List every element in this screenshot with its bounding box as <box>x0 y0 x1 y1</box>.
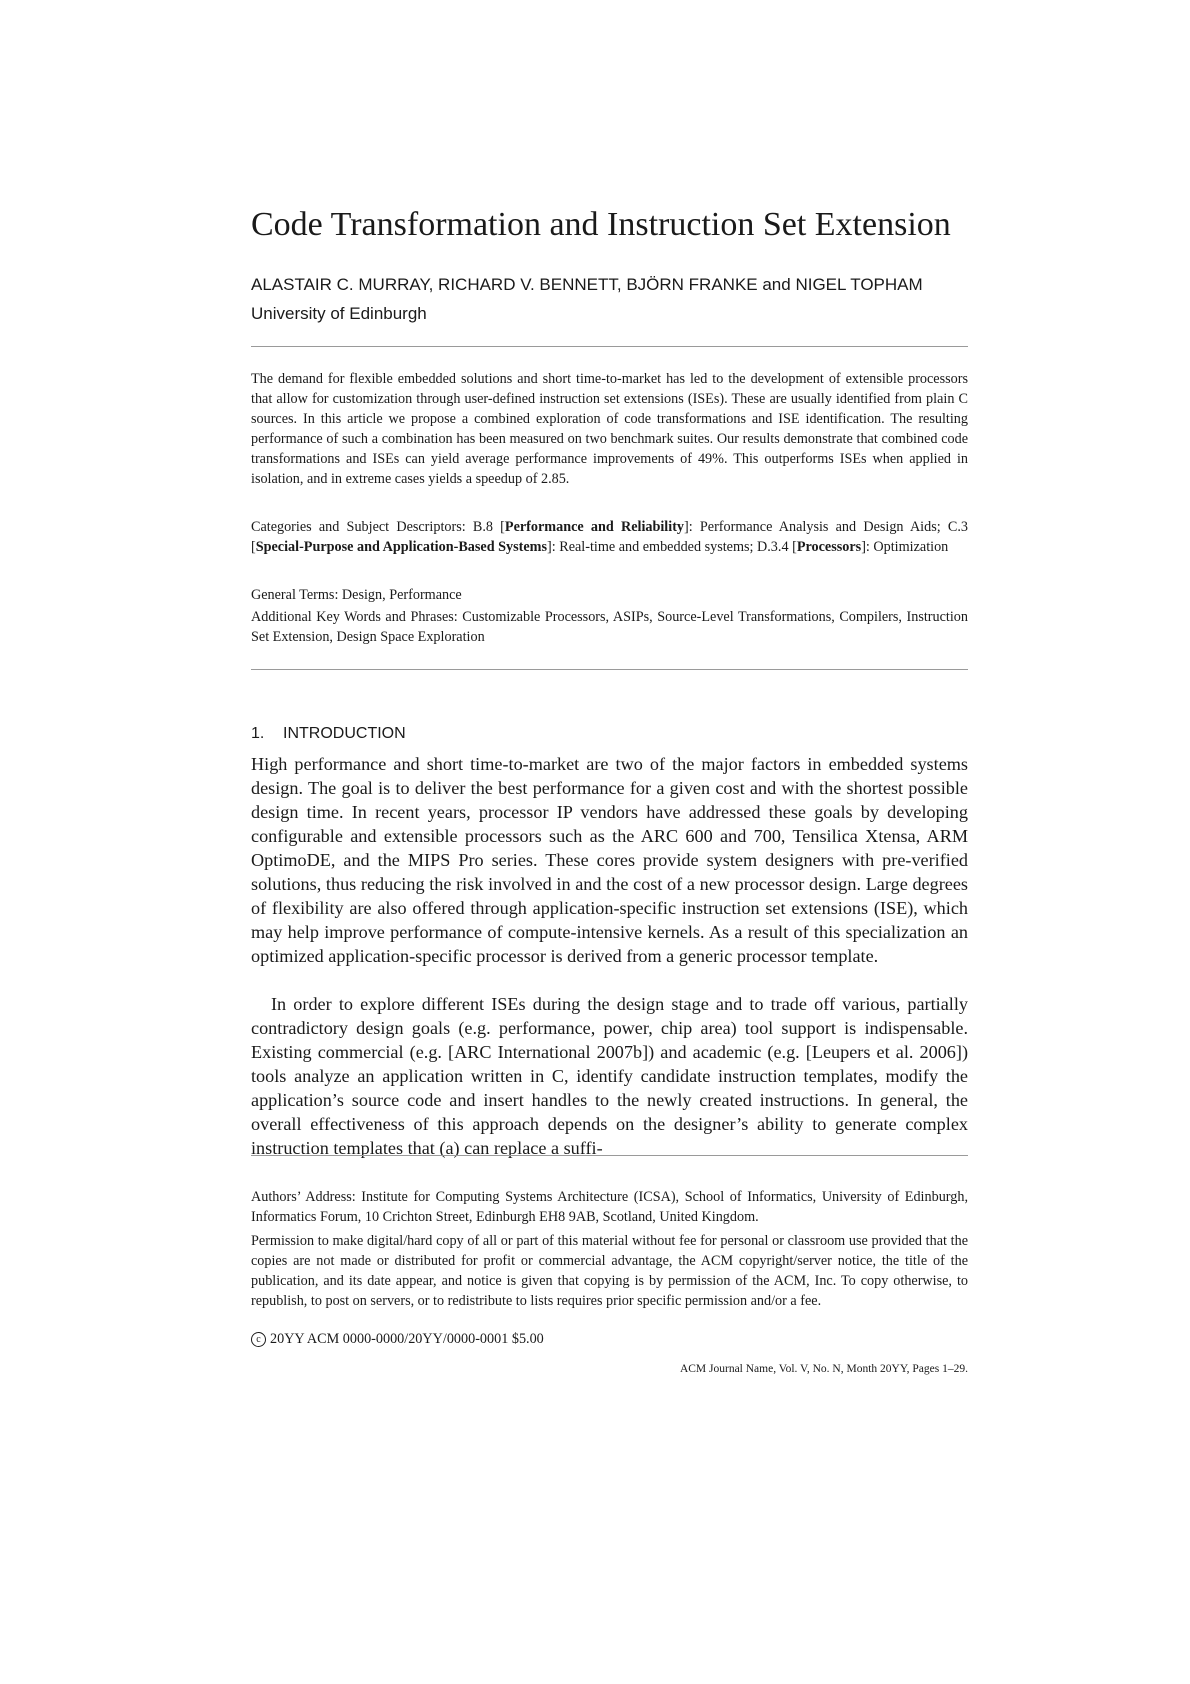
categories-text: ]: Optimization <box>861 539 949 555</box>
category-bold: Special-Purpose and Application-Based Systems <box>255 539 548 555</box>
categories-text: Categories and Subject Descriptors: B.8 [ <box>251 519 505 535</box>
footnote-divider <box>251 1155 968 1156</box>
authors-address: Authors’ Address: Institute for Computing Systems Architecture (ICSA), School of Informatics, University of Edinburgh, Informatics Forum, 10 Crichton Street, Edinburgh EH8 9AB, Scotland, United Kingdom. <box>251 1189 968 1225</box>
category-bold: Processors <box>796 539 862 555</box>
permission-notice: Permission to make digital/hard copy of all or part of this material without fee for personal or classroom use provided that the copies are not made or distributed for profit or commercial advantage, the ACM copyright/server notice, the title of the publication, and its date appear, and notice is given that copying is by permission of the ACM, Inc. To copy otherwise, to republish, to post on servers, or to redistribute to lists requires prior specific permission and/or a fee. <box>251 1233 968 1309</box>
keywords: Additional Key Words and Phrases: Customizable Processors, ASIPs, Source-Level Transformations, Compilers, Instruction Set Extension, Design Space Exploration <box>251 609 968 645</box>
categories-descriptors <box>251 517 968 557</box>
categories-text: ]: Real-time and embedded systems; D.3.4 [ <box>547 539 797 555</box>
author-list: ALASTAIR C. MURRAY, RICHARD V. BENNETT, BJÖRN FRANKE and NIGEL TOPHAM <box>251 275 923 294</box>
abstract-divider <box>251 669 968 670</box>
body-paragraph: High performance and short time-to-market are two of the major factors in embedded systems design. The goal is to deliver the best performance for a given cost and with the shortest possible design time. In recent years, processor IP vendors have addressed these goals by developing configurable and extensible processors such as the ARC 600 and 700, Tensilica Xtensa, ARM OptimoDE, and the MIPS Pro series. These cores provide system designers with pre-verified solutions, thus reducing the risk involved in and the cost of a new processor design. Large degrees of flexibility are also offered through application-specific instruction set extensions (ISE), which may help improve performance of compute-intensive kernels. As a result of this specialization an optimized application-specific processor is derived from a generic processor template. <box>251 754 968 966</box>
top-divider <box>251 346 968 347</box>
abstract: The demand for flexible embedded solutions and short time-to-market has led to the development of extensible processors that allow for customization through user-defined instruction set extensions (ISEs). These are usually identified from plain C sources. In this article we propose a combined exploration of code transformations and ISE identification. The resulting performance of such a combination has been measured on two benchmark suites. Our results demonstrate that combined code transformations and ISEs can yield average performance improvements of 49%. This outperforms ISEs when applied in isolation, and in extreme cases yields a speedup of 2.85. <box>251 371 968 487</box>
affiliation: University of Edinburgh <box>251 304 427 323</box>
section-title: INTRODUCTION <box>283 725 406 742</box>
copyright-line <box>251 1329 968 1349</box>
paper-title: Code Transformation and Instruction Set Extension <box>251 206 951 243</box>
category-bold: Performance and Reliability <box>504 519 685 535</box>
section-number: 1. <box>251 725 265 742</box>
copyright-icon: c <box>251 1332 266 1347</box>
copyright-text: 20YY ACM 0000-0000/20YY/0000-0001 $5.00 <box>270 1331 544 1347</box>
categories-text: ]: Performance Analysis and Design Aids; C.3 [ <box>251 519 968 555</box>
general-terms: General Terms: Design, Performance <box>251 587 462 603</box>
section-heading <box>251 723 406 745</box>
body-paragraph: In order to explore different ISEs during the design stage and to trade off various, partially contradictory design goals (e.g. performance, power, chip area) tool support is indispensable. Existing commercial (e.g. [ARC International 2007b]) and academic (e.g. [Leupers et al. 2006]) tools analyze an application written in C, identify candidate instruction templates, modify the application’s source code and insert handles to the newly created instructions. In general, the overall effectiveness of this approach depends on the designer’s ability to generate complex instruction templates that (a) can replace a suffi- <box>251 994 968 1158</box>
running-footer: ACM Journal Name, Vol. V, No. N, Month 20YY, Pages 1–29. <box>679 1363 968 1375</box>
